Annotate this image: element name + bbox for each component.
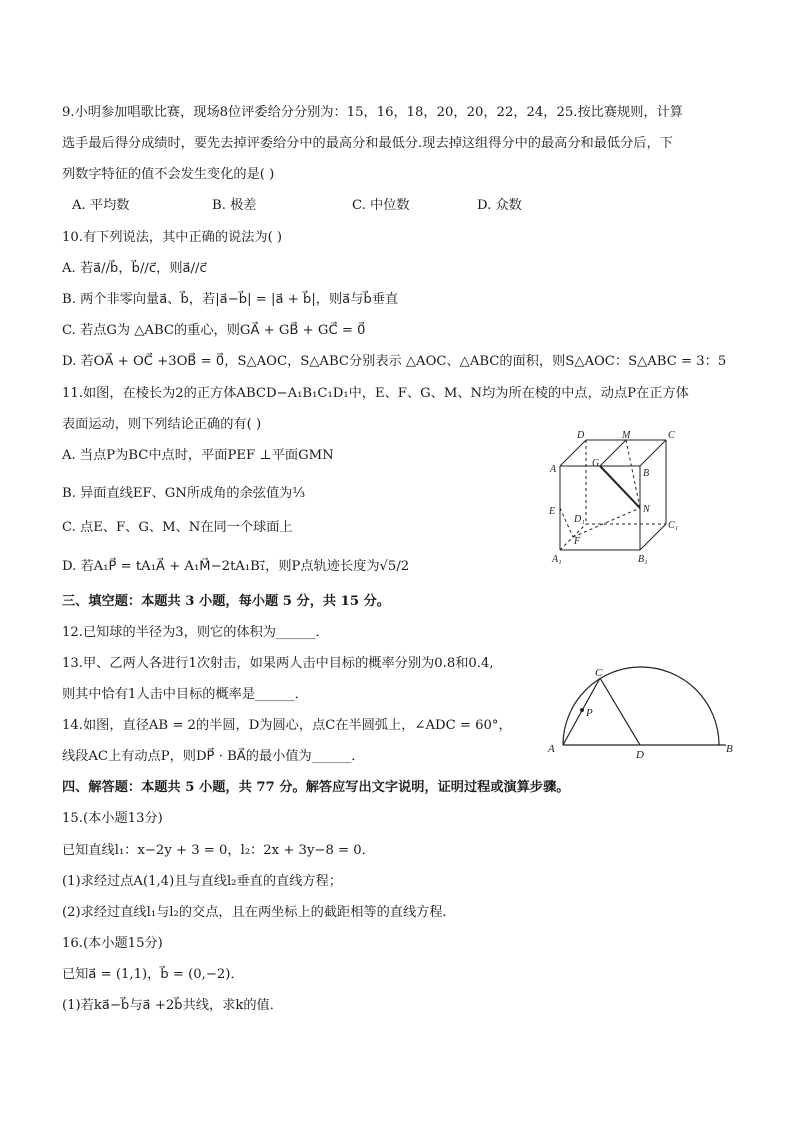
cube-label-c1: C₁ [668,520,679,531]
cube-label-f: F [574,536,581,547]
q15-part1: (1)求经过点A(1,4)且与直线l₂垂直的直线方程； [62,874,342,889]
cube-label-g: G [592,458,600,469]
semi-label-a: A [548,743,555,755]
q15-given: 已知直线l₁：x−2y + 3 = 0，l₂：2x + 3y−8 = 0． [62,843,375,858]
q11-line1: 11.如图，在棱长为2的正方体ABCD−A₁B₁C₁D₁中，E、F、G、M、N均为所在棱的中点，动点P在正方体 [62,386,689,401]
q10-option-a: A. 若a⃗//b⃗，b⃗//c⃗，则a⃗//c⃗ [62,261,207,276]
q11-option-c: C. 点E、F、G、M、N在同一个球面上 [62,520,293,535]
q9-option-c: C. 中位数 [352,198,410,213]
q12-text: 12.已知球的半径为3，则它的体积为______． [62,625,329,640]
q16-part1: (1)若ka⃗−b⃗与a⃗ +2b⃗共线，求k的值． [62,998,283,1013]
q9-line3: 列数字特征的值不会发生变化的是( ) [62,167,275,182]
q13-line2: 则其中恰有1人击中目标的概率是______． [62,687,308,702]
q10-option-b: B. 两个非零向量a⃗、b⃗，若|a⃗−b⃗| = |a⃗ + b⃗|，则a⃗与b⃗垂直 [62,292,399,307]
cube-label-d1: D₁ [574,514,585,525]
cube-label-c: C [668,430,675,441]
q9-line2: 选手最后得分成绩时，要先去掉评委给分中的最高分和最低分.现去掉这组得分中的最高分和最低分后，下 [62,136,673,151]
q11-option-d: D. 若A₁P⃗ = tA₁A⃗ + A₁M⃗−2tA₁B₁⃗，则P点轨迹长度为√5/2 [62,559,410,574]
cube-figure [540,428,690,568]
q9-line1: 9.小明参加唱歌比赛，现场8位评委给分分别为：15，16，18，20，20，22，24，25.按比赛规则，计算 [62,105,683,120]
section-4-heading: 四、解答题：本题共 5 小题，共 77 分。解答应写出文字说明，证明过程或演算步骤。 [62,780,570,795]
q9-option-d: D. 众数 [477,198,522,213]
semi-label-d: D [636,749,644,761]
q15-part2: (2)求经过直线l₁与l₂的交点，且在两坐标上的截距相等的直线方程． [62,905,456,920]
cube-label-a1: A₁ [552,554,562,565]
section-3-heading: 三、填空题：本题共 3 小题，每小题 5 分，共 15 分。 [62,594,390,609]
q11-option-a: A. 当点P为BC中点时，平面PEF ⊥平面GMN [62,448,334,463]
cube-label-m: M [622,430,631,441]
q10-option-d: D. 若OA⃗ + OC⃗ +3OB⃗ = 0⃗，S△AOC，S△ABC分别表示 △AOC、△ABC的面积，则S△AOC：S△ABC = 3：5 [62,354,727,369]
q9-option-a: A. 平均数 [72,198,130,213]
semi-label-c: C [595,667,603,679]
cube-label-n: N [643,504,650,515]
q16-header: 16.(本小题15分) [62,936,163,951]
q10-option-c: C. 若点G为 △ABC的重心，则GA⃗ + GB⃗ + GC⃗ = 0⃗ [62,323,366,338]
q15-header: 15.(本小题13分) [62,811,163,826]
q11-option-b: B. 异面直线EF、GN所成角的余弦值为⅓ [62,486,306,501]
cube-label-e: E [549,506,556,517]
q16-given: 已知a⃗ = (1,1)，b⃗ = (0,−2)． [62,967,244,982]
q13-line1: 13.甲、乙两人各进行1次射击，如果两人击中目标的概率分别为0.8和0.4, [62,656,494,671]
cube-label-d: D [577,430,585,441]
semi-label-p: P [586,707,593,719]
cube-label-a: A [550,464,557,475]
semi-label-b: B [726,743,733,755]
q14-line2: 线段AC上有动点P，则DP⃗ · BA⃗的最小值为______． [62,749,365,764]
semicircle-figure [540,662,740,762]
q9-option-b: B. 极差 [212,198,257,213]
q10-stem: 10.有下列说法，其中正确的说法为( ) [62,230,283,245]
cube-label-b: B [643,468,650,479]
q14-line1: 14.如图，直径AB = 2的半圆，D为圆心，点C在半圆弧上，∠ADC = 60°， [62,718,512,733]
q11-line2: 表面运动，则下列结论正确的有( ) [62,417,262,432]
cube-label-b1: B₁ [638,554,648,565]
